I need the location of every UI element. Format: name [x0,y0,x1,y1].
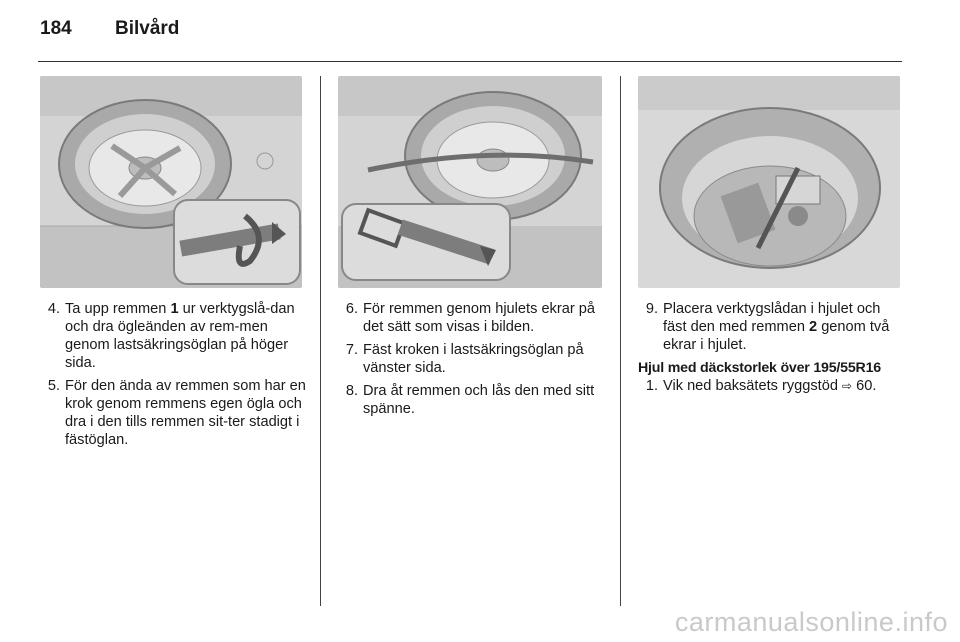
page-title: Bilvård [115,18,180,39]
text-column-1 [40,300,306,454]
section-subheading: Hjul med däckstorlek över 195/55R16 [638,360,881,376]
list-number: 7. [345,342,358,358]
illustration-toolbox-in-wheel [638,76,900,288]
illustration-spare-wheel-strap-1 [40,76,302,288]
list-item [338,382,606,418]
list-item [40,377,306,449]
list-item [40,300,306,372]
list-number: 9. [645,301,658,317]
column-divider [320,76,321,606]
watermark: carmanualsonline.info [674,607,948,637]
text-column-2 [338,300,606,423]
list-item [638,377,902,395]
list-text: Vik ned baksätets ryggstöd ⇨ 60. [663,378,877,394]
page-number: 184 [40,18,72,39]
list-number: 4. [47,301,60,317]
list-text: Ta upp remmen 1 ur verktygslå-dan och dra ögleänden av rem-men genom lastsäkringsöglan på höger sida. [65,301,295,371]
reference-number: 2 [809,319,818,335]
list-number: 8. [345,383,358,399]
header-rule [38,61,902,62]
list-number: 6. [345,301,358,317]
list-item [338,341,606,377]
list-text: Placera verktygslådan i hjulet och fäst den med remmen 2 genom två ekrar i hjulet. [663,301,890,353]
list-item [638,300,902,354]
reference-number: 1 [170,301,179,317]
illustration-spare-wheel-strap-2 [338,76,602,288]
list-item [338,300,606,336]
list-text: Dra åt remmen och lås den med sitt spänne. [363,383,595,417]
list-number: 1. [645,378,658,394]
page-reference-arrow-icon: ⇨ [842,379,853,393]
list-text: Fäst kroken i lastsäkringsöglan på vänster sida. [363,342,584,376]
column-divider [620,76,621,606]
list-text: För remmen genom hjulets ekrar på det sätt som visas i bilden. [363,301,595,335]
text-column-3 [638,300,902,400]
page-header [40,18,180,40]
list-text: För den ända av remmen som har en krok genom remmens egen ögla och dra i den tills remmen sit-ter stadigt i fästöglan. [65,378,306,448]
list-number: 5. [47,378,60,394]
